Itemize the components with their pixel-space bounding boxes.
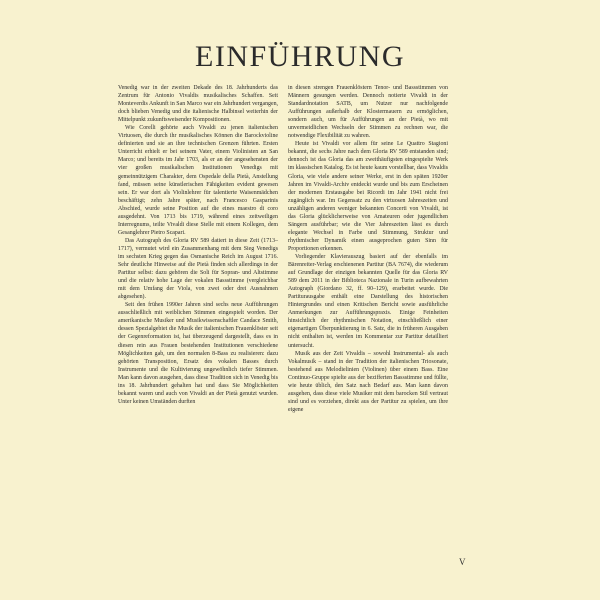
paragraph: Das Autograph des Gloria RV 589 datiert in diese Zeit (1713–1717), vermutet wird ein Zusammenhang mit dem Sieg Venedigs im sechsten Krieg gegen das Osmanische Reich im August 1716. Sehr deutliche Hinweise auf die Pietà finden sich allerdings in der Partitur selbst: dazu gehören die Soli für Sopran- und Altstimme und die relativ hohe Lage der vokalen Bassstimme (vergleichbar mit dem Umfang der Viola, von zwei oder drei Ausnahmen abgesehen).	[118, 237, 278, 301]
paragraph: Wie Corelli gehörte auch Vivaldi zu jenen italienischen Virtuosen, die durch ihr musikalisches Können die Barockvioline definierten und sie an ihre technischen Grenzen führten. Ersten Unterricht erhielt er bei seinem Vater, einem Violinisten an San Marco; und bereits im Jahr 1703, als er an der angesehensten der vier großen musikalischen Institutionen Venedigs mit gemeinnützigem Charakter, dem Ospedale della Pietà, Anstellung fand, müssen seine künstlerischen Fähigkeiten evident gewesen sein. Er war dort als Violinlehrer für talentierte Waisenmädchen beschäftigt; zehn Jahre später, nach Francesco Gasparinis Abschied, wurde seine Position auf die eines maestro di coro ausgedehnt. Von 1713 bis 1719, während eines zeitweiligen Interregnums, teilte Vivaldi diese Stelle mit einem Kollegen, dem Gesanglehrer Pietro Scapari.	[118, 125, 278, 236]
right-column	[288, 84, 448, 414]
page-title: EINFÜHRUNG	[195, 40, 405, 73]
paragraph: in diesen strengen Frauenklöstern Tenor- und Bassstimmen von Männern gesungen werden. Dennoch notierte Vivaldi in der Standardnotation SATB, um Nutzer nur nachfolgende Aufführungen außerhalb der Klostermauern zu ermöglichen, sondern auch, um für Aufführungen an der Pietà, wo mit unvermeidlichen Wechseln der Stimmen zu rechnen war, die notwendige Flexibilität zu wahren.	[288, 85, 448, 140]
left-column	[118, 84, 278, 414]
paragraph: Seit den frühen 1990er Jahren sind sechs neue Aufführungen ausschließlich mit weiblichen Stimmen eingespielt worden. Der amerikanische Musiker und Musikwissenschaftler Candace Smith, dessen Spezialgebiet die Musik der italienischen Frauenklöster seit der Gegenreformation ist, hat überzeugend dargestellt, dass es in diesen rein aus Frauen bestehenden Institutionen verschiedene Möglichkeiten gab, um den normalen 8-Bass zu realisieren: dazu gehörten Transposition, Ersatz des vokalen Basses durch Instrumente und die Kultivierung ungewöhnlich tiefer Stimmen. Man kann davon ausgehen, dass diese Tradition sich in Venedig bis ins 18. Jahrhundert gehalten hat und dass Sie Möglichkeiten bekannt waren und auch von Vivaldi an der Pietà genutzt wurden. Unter keinen Umständen durften	[118, 302, 278, 405]
page-number: V	[459, 557, 466, 567]
paragraph: Vorliegender Klavierauszug basiert auf der ebenfalls im Bärenreiter-Verlag erschienenen Partitur (BA 7674), die wiederum auf Grundlage der einzigen bekannten Quelle für das Gloria RV 589 dem 2011 in der Biblioteca Nazionale in Turin aufbewahrten Autograph (Giordano 32, ff. 90–129), erarbeitet wurde. Die Partiturausgabe enthält eine Darstellung des historischen Hintergrundes und einen Kritischen Bericht sowie ausführliche Anmerkungen zur Aufführungspraxis. Einige Feinheiten hinsichtlich der rhythmischen Notation, einschließlich einer eigenartigen Überpunktierung in 6. Satz, die in früheren Ausgaben nicht enthalten ist, werden im Kommentar zur Partitur detailliert untersucht.	[288, 253, 448, 349]
paragraph: Heute ist Vivaldi vor allem für seine Le Quattro Stagioni bekannt, die sechs Jahre nach dem Gloria RV 589 entstanden sind; dennoch ist das Gloria das am zweithäufigsten eingespielte Werk im klassischen Katalog. Es ist heute kaum vorstellbar, dass Vivaldis Gloria, wie viele andere seiner Werke, erst in den späten 1920er Jahren im Vivaldi-Archiv entdeckt wurde und bis zum Erscheinen der modernen Erstausgabe bei Ricordi im Jahr 1941 nicht frei zugänglich war. Im Gegensatz zu den virtuosen Jahreszeiten und unzähligen anderen weniger bekannten Concerti von Vivaldi, ist das Gloria glücklicherweise von Amateuren oder jugendlichen Sängern ausführbar; wie die Vier Jahreszeiten lässt es durch elegante Wechsel in Farbe und Stimmung, Struktur und rhythmischer Dynamik einen ausgeprochen guten Sinn für Proportionen erkennen.	[288, 141, 448, 252]
paragraph: Venedig war in der zweiten Dekade des 18. Jahrhunderts das Zentrum für Antonio Vivaldis musikalisches Schaffen. Seit Monteverdis Ankunft in San Marco war ein Jahrhundert vergangen, doch blieben Venedig und die italienische Halbinsel weiterhin der Mittelpunkt zukunftsweisender Kompositionen.	[118, 85, 278, 124]
paragraph: Musik aus der Zeit Vivaldis – sowohl Instrumental- als auch Vokalmusik – stand in der Tradition der italienischen Triosonate, bestehend aus Melodielinien (Violinen) über einem Bass. Eine Continuo-Gruppe spielte aus der bezifferten Bassstimme und füllte, wie heute üblich, den Satz nach Bedarf aus. Man kann davon ausgehen, dass diese viele Musiker mit dem barocken Stil vertraut sind und es vorziehen, direkt aus der Partitur zu spielen, um ihre eigene	[288, 350, 448, 413]
text-columns	[118, 84, 448, 414]
